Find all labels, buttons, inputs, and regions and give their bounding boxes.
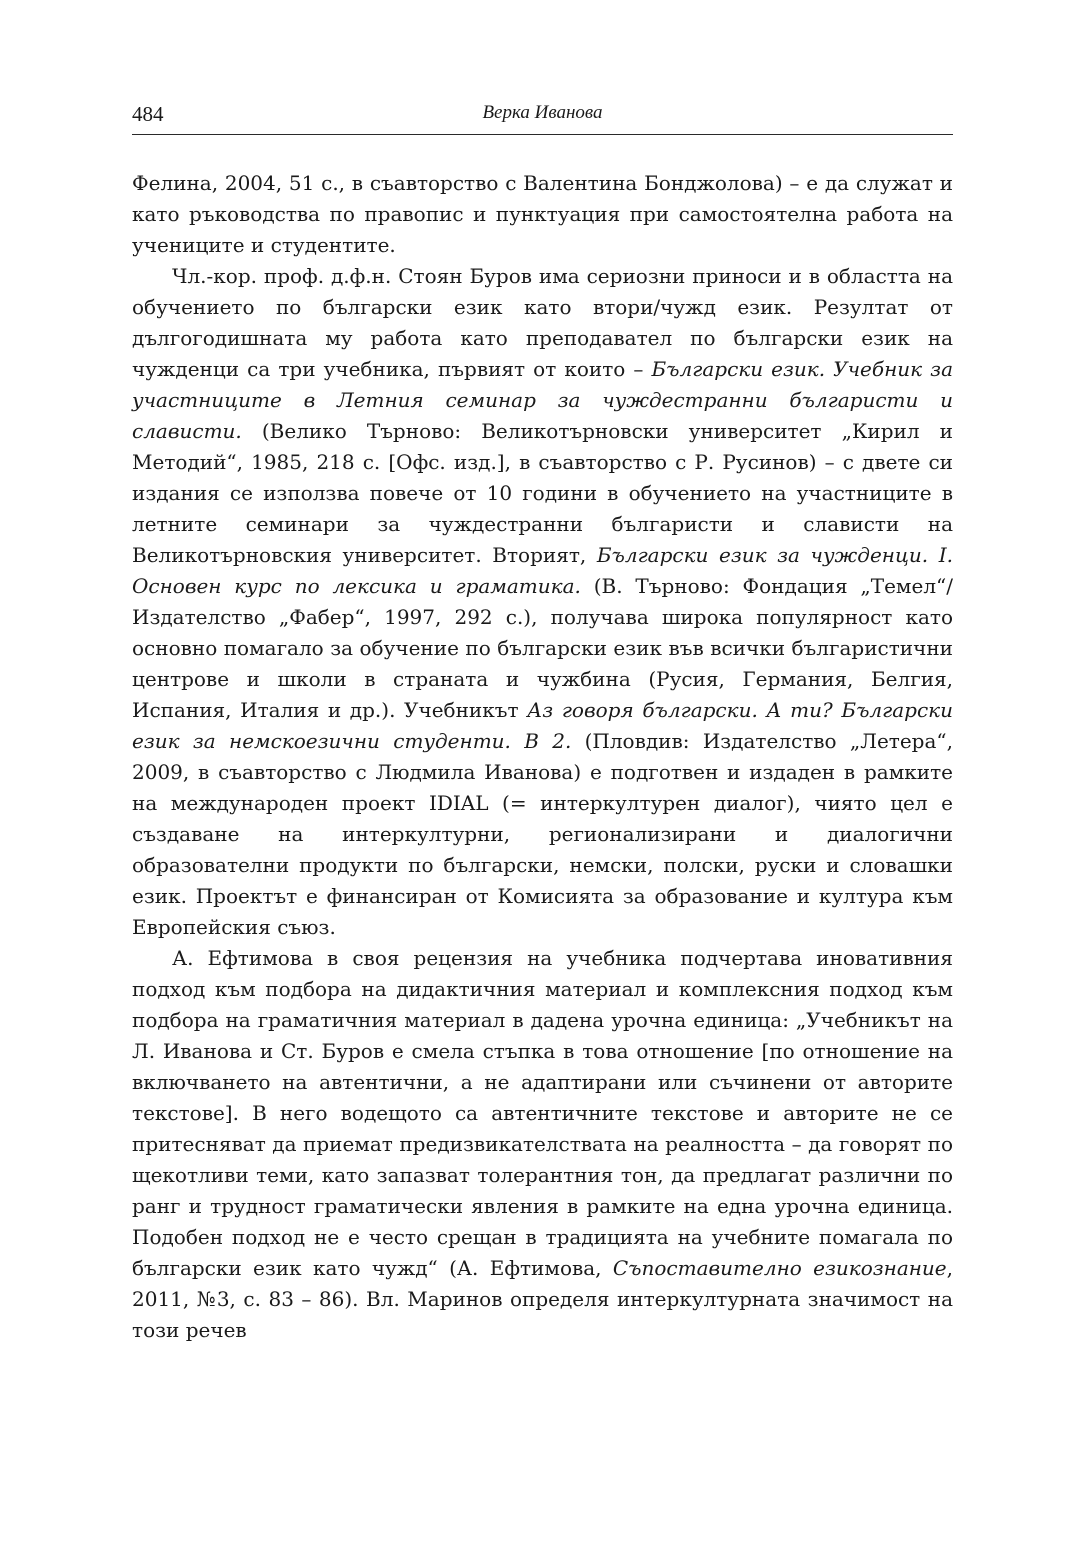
paragraph (132, 168, 953, 261)
body-text (132, 168, 953, 1346)
italic-title: Съпоставително езикознание (612, 1256, 947, 1280)
text-run: (В. Търново: Фондация „Темел“/Издателство „Фабер“, 1997, 292 с.), получава широка популярност като основно помагало за обучение по български език във всички българистични центрове и школи в страната и чужбина (Русия, Германия, Белгия, Испания, Италия и др.). Учебникът (132, 574, 953, 722)
italic-title: Български език за чужденци. I. Основен курс по лексика и граматика. (132, 543, 953, 598)
text-run: (Пловдив: Издателство „Летера“, 2009, в съавторство с Людмила Иванова) е подготвен и издаден в рамките на международен проект IDIAL (= интеркултурен диалог), чиято цел е създаване на интеркултурни, регионализирани и диалогични образователни продукти по български, немски, полски, руски и словашки език. Проектът е финансиран от Комисията за образование и култура към Европейския съюз. (132, 729, 953, 939)
italic-title: Аз говоря български. А ти? Български език за немскоезични студенти. В 2. (132, 698, 953, 753)
text-run: А. Ефтимова в своя рецензия на учебника подчертава иновативния подход към подбора на дидактичния материал и комплексния подход към подбора на граматичния материал в дадена урочна единица: „Учебникът на Л. Иванова и Ст. Буров е смела стъпка в това отношение [по отношение на включването на автентични, а не адаптирани или съчинени от авторите текстове]. В него водещото са автентичните текстове и авторите не се притесняват да приемат предизвикателствата на реалността – да говорят по щекотливи теми, като запазват толерантния тон, да предлагат различни по ранг и трудност граматически явления в рамките на една урочна единица. Подобен подход не е често срещан в традицията на учебните помагала по български език като чужд“ (А. Ефтимова, (132, 946, 953, 1280)
page-header (132, 98, 953, 135)
paragraph (132, 943, 953, 1346)
text-run: , 2011, №3, с. 83 – 86). Вл. Маринов определя интеркултурната значимост на този речев (132, 1256, 953, 1342)
text-run: (Велико Търново: Великотърновски университет „Кирил и Методий“, 1985, 218 с. [Офс. изд.], в съавторство с Р. Русинов) – с двете си издания се използва повече от 10 години в обучението на участниците в летните семинари за чуждестранни българисти и слависти на Великотърновския университет. Вторият, (132, 419, 953, 567)
running-head: Верка Иванова (482, 102, 603, 123)
italic-title: Български език. Учебник за участниците в Летния семинар за чуждестранни българисти и слависти. (132, 357, 953, 443)
text-run: Фелина, 2004, 51 с., в съавторство с Валентина Бонджолова) – е да служат и като ръководства по правопис и пунктуация при самостоятелна работа на учениците и студентите. (132, 171, 953, 257)
page-number: 484 (132, 102, 164, 126)
paragraph (132, 261, 953, 943)
text-run: Чл.-кор. проф. д.ф.н. Стоян Буров има сериозни приноси и в областта на обучението по български език като втори/чужд език. Резултат от дългогодишната му работа като преподавател по български език на чужденци са три учебника, първият от които – (132, 264, 953, 381)
